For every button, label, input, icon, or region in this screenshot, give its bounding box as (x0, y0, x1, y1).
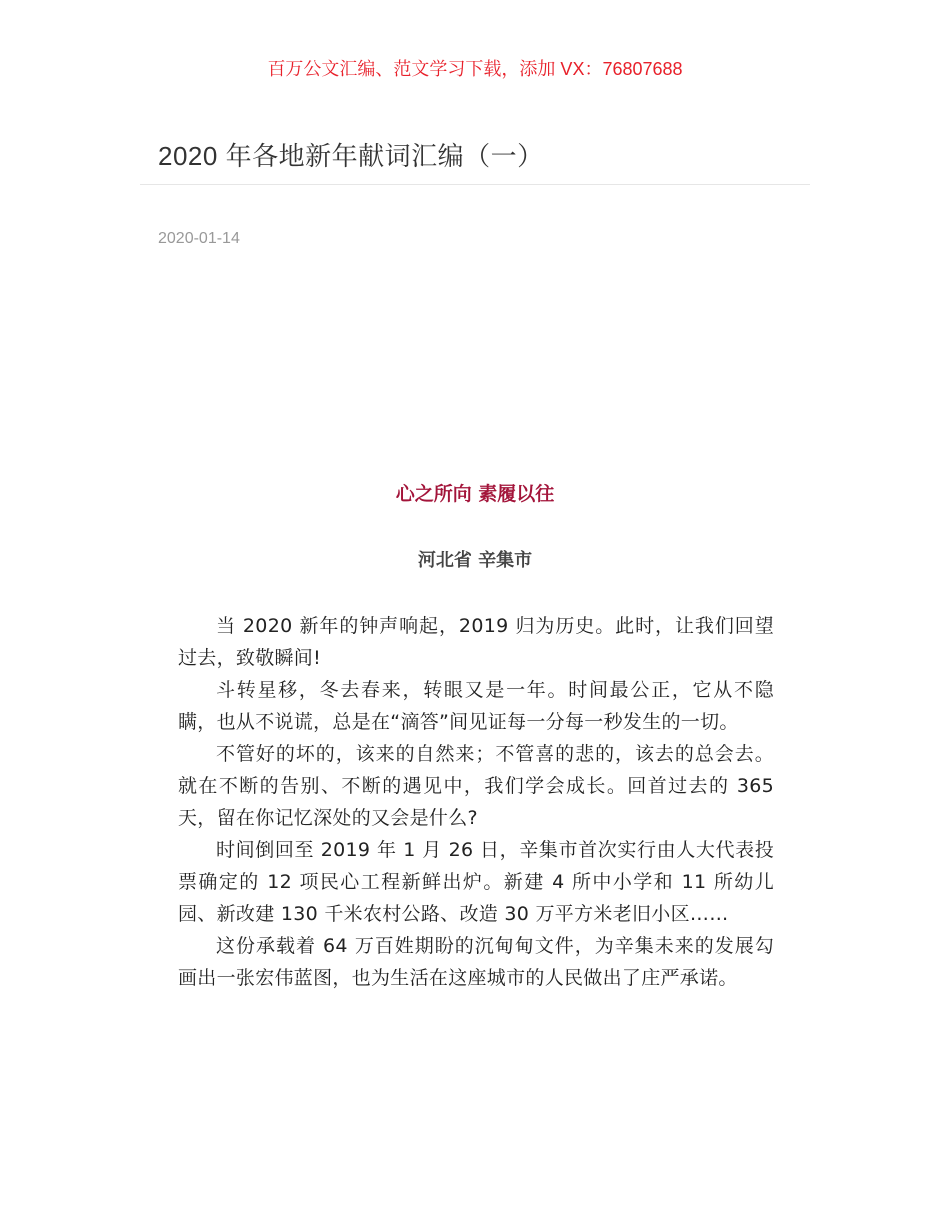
publish-date: 2020-01-14 (158, 230, 240, 247)
paragraph: 时间倒回至 2019 年 1 月 26 日，辛集市首次实行由人大代表投票确定的 12 项民心工程新鲜出炉。新建 4 所中小学和 11 所幼儿园、新改建 130 千米农村公路、改造 30 万平方米老旧小区…… (178, 839, 774, 925)
paragraph: 不管好的坏的，该来的自然来；不管喜的悲的，该去的总会去。就在不断的告别、不断的遇见中，我们学会成长。回首过去的 365 天，留在你记忆深处的又会是什么? (178, 743, 774, 829)
paragraph: 当 2020 新年的钟声响起，2019 归为历史。此时，让我们回望过去，致敬瞬间! (178, 615, 774, 669)
paragraph: 这份承载着 64 万百姓期盼的沉甸甸文件，为辛集未来的发展勾画出一张宏伟蓝图，也为生活在这座城市的人民做出了庄严承诺。 (178, 935, 774, 989)
download-banner: 百万公文汇编、范文学习下载，添加 VX：76807688 (267, 59, 683, 79)
article-body (178, 610, 774, 994)
title-divider (140, 184, 810, 185)
paragraph: 斗转星移，冬去春来，转眼又是一年。时间最公正，它从不隐瞒，也从不说谎，总是在“滴答”间见证每一分每一秒发生的一切。 (178, 679, 774, 733)
page-title: 2020 年各地新年献词汇编（一） (158, 141, 544, 171)
section-heading: 心之所向 素履以往 (395, 483, 555, 505)
location-subheading: 河北省 辛集市 (417, 550, 533, 571)
